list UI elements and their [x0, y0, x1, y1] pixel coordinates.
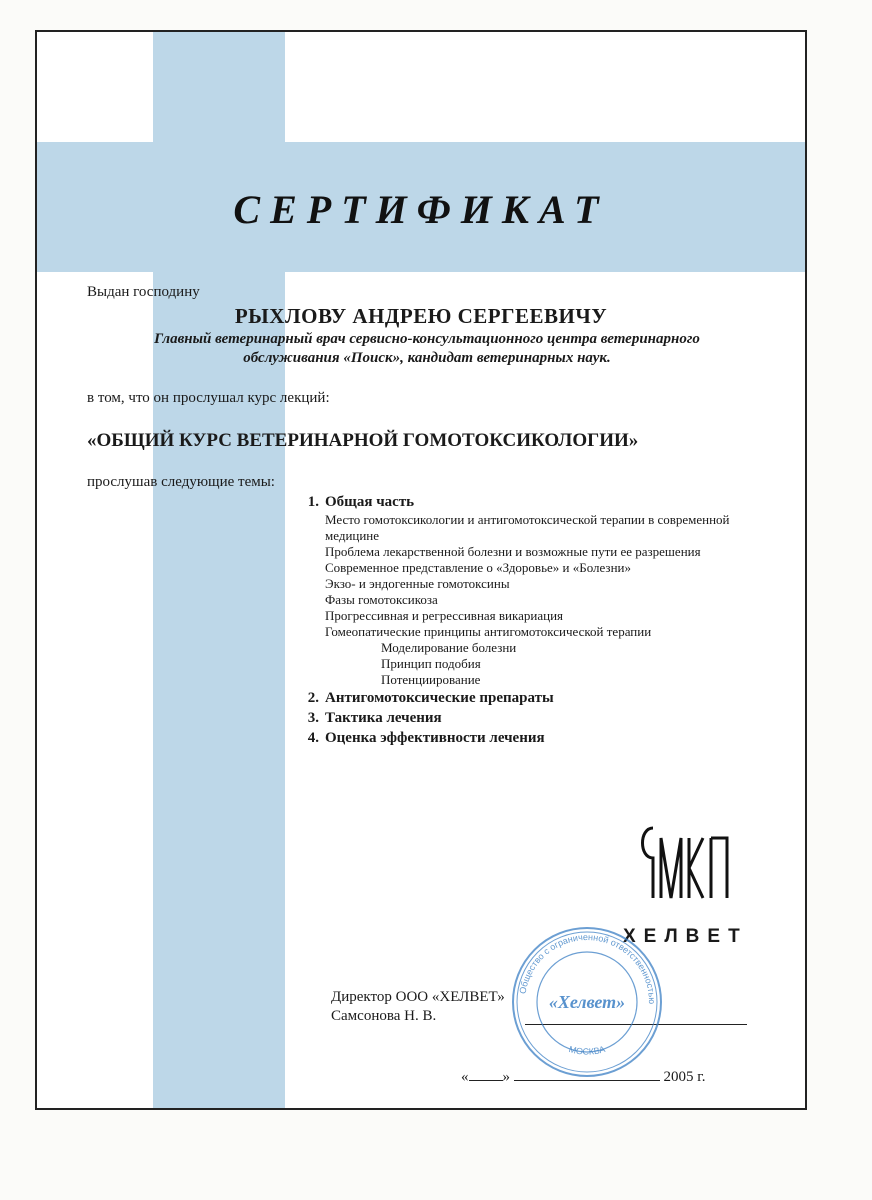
topic-number: 3.	[307, 710, 319, 726]
brand-name: ХЕЛВЕТ	[623, 926, 748, 947]
director-name: Самсонова Н. В.	[331, 1008, 437, 1024]
subtopic: Фазы гомотоксикоза	[325, 592, 438, 607]
sub-subtopics	[325, 640, 795, 688]
subtopic: Прогрессивная и регрессивная викариация	[325, 608, 564, 623]
recipient-name: РЫХЛОВУ АНДРЕЮ СЕРГЕЕВИЧУ	[234, 304, 608, 328]
date-open-quote: «	[461, 1069, 469, 1085]
date-day-blank	[469, 1068, 503, 1081]
date-close-quote: »	[502, 1069, 510, 1085]
certificate-frame	[35, 30, 807, 1110]
recipient-position-line2: обслуживания «Поиск», кандидат ветеринарных наук.	[243, 350, 611, 366]
date-month-blank	[514, 1068, 660, 1081]
subtopic: Экзо- и эндогенные гомотоксины	[325, 576, 510, 591]
recipient-position	[107, 330, 747, 368]
topic-title: Оценка эффективности лечения	[325, 730, 545, 746]
date-year: 2005 г.	[663, 1069, 706, 1085]
topic-title: Общая часть	[325, 494, 415, 510]
topic-subitems	[295, 512, 795, 688]
sub-subtopic: Потенциирование	[381, 672, 481, 687]
topic-item	[295, 708, 795, 728]
director-title: Директор ООО «ХЕЛВЕТ»	[331, 989, 505, 1005]
stamp-center-text: «Хелвет»	[548, 992, 626, 1012]
topic-title: Тактика лечения	[325, 710, 442, 726]
stamp-ring-top: Общество с ограниченной ответственностью	[517, 931, 658, 1005]
topic-item	[295, 492, 795, 688]
sub-subtopic: Принцип подобия	[381, 656, 481, 671]
subtopic: Современное представление о «Здоровье» и «Болезни»	[325, 560, 631, 575]
svg-text:МОСКВА	[568, 1044, 606, 1057]
topics-list	[295, 492, 795, 748]
subtopic: медицине	[325, 528, 380, 543]
director-block	[331, 988, 505, 1026]
topics-intro: прослушав следующие темы:	[87, 474, 275, 490]
sub-subtopic: Моделирование болезни	[381, 640, 517, 655]
company-stamp	[507, 922, 667, 1082]
issued-to-label: Выдан господину	[87, 284, 200, 300]
stamp-ring-bottom: МОСКВА	[567, 1044, 607, 1057]
date-line	[461, 1068, 705, 1086]
topic-title: Антигомотоксические препараты	[325, 690, 554, 706]
subtopic: Гомеопатические принципы антигомотоксической терапии	[325, 624, 652, 639]
topic-item	[295, 688, 795, 708]
topic-item	[295, 728, 795, 748]
certificate-title: СЕРТИФИКАТ	[233, 187, 609, 232]
recipient-position-line1: Главный ветеринарный врач сервисно-консультационного центра ветеринарного	[154, 331, 700, 347]
listened-text: в том, что он прослушал курс лекций:	[87, 390, 330, 406]
course-name: «ОБЩИЙ КУРС ВЕТЕРИНАРНОЙ ГОМОТОКСИКОЛОГИИ»	[87, 430, 639, 451]
helvet-logo-icon	[635, 818, 745, 908]
topic-number: 1.	[307, 494, 319, 510]
subtopic: Проблема лекарственной болезни и возможные пути ее разрешения	[325, 544, 701, 559]
subtopic: Место гомотоксикологии и антигомотоксической терапии в современной	[325, 512, 730, 527]
topic-number: 2.	[307, 690, 319, 706]
topic-number: 4.	[307, 730, 319, 746]
